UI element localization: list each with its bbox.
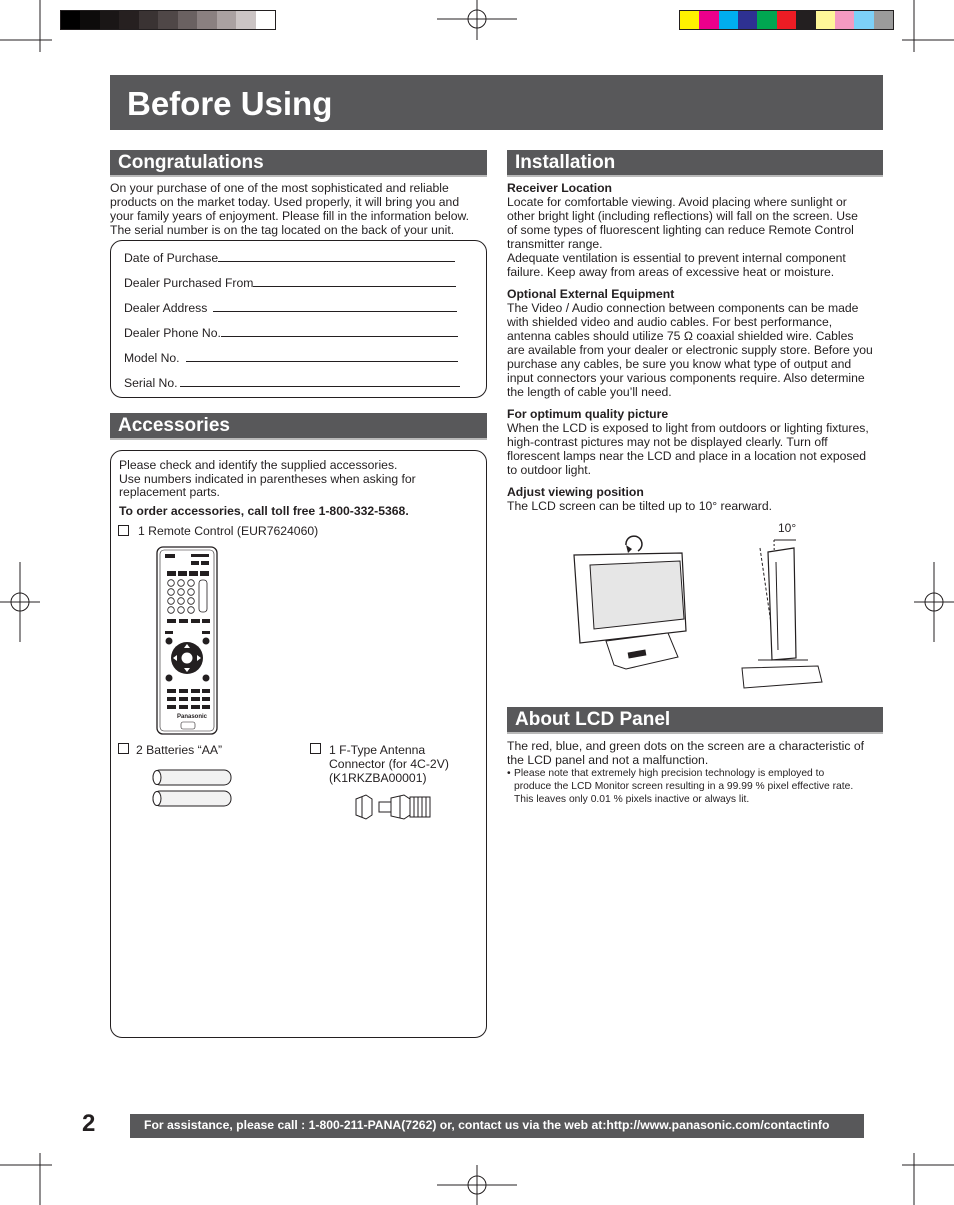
text-line: transmitter range. (507, 237, 603, 251)
batteries-label: 2 Batteries “AA” (136, 743, 223, 757)
remote-brand-label: Panasonic (177, 714, 208, 720)
text-line: The LCD screen can be tilted up to 10° rearward. (507, 499, 773, 513)
grayscale-swatch (100, 11, 119, 29)
lcd-panel-text (507, 739, 887, 767)
grayscale-swatch (80, 11, 99, 29)
title-bar (110, 75, 883, 130)
text-line: The red, blue, and green dots on the screen are a characteristic of (507, 739, 865, 753)
text-line: The serial number is on the tag located on the back of your unit. (110, 223, 455, 237)
field-line (221, 326, 458, 337)
field-line (180, 376, 460, 387)
order-accessories-note: To order accessories, call toll free 1-800-332-5368. (119, 504, 409, 518)
text-line: Please note that extremely high precision technology is employed to (514, 768, 825, 779)
process-swatch (835, 11, 854, 29)
accessories-heading: Accessories (118, 415, 230, 436)
text-line: On your purchase of one of the most sophisticated and reliable (110, 181, 449, 195)
congratulations-header (110, 150, 487, 177)
grayscale-swatch (158, 11, 177, 29)
field-label: Model No. (124, 351, 180, 365)
text-line: This leaves only 0.01 % pixels inactive or always lit. (514, 794, 750, 805)
date-of-purchase-field[interactable] (124, 251, 455, 265)
remote-control-image (155, 546, 220, 736)
field-line (213, 301, 457, 312)
installation-text (507, 181, 887, 513)
serial-no-field[interactable] (124, 376, 460, 390)
text-line: failure. Keep away from areas of excessive heat or moisture. (507, 265, 835, 279)
text-line: produce the LCD Monitor screen resulting in a 99.99 % pixel effective rate. (514, 781, 854, 792)
batteries-checkbox[interactable] (118, 743, 129, 754)
congratulations-text (110, 181, 490, 237)
text-line: purchase any cables, be sure you know what type of output and (507, 357, 852, 371)
process-swatch (680, 11, 699, 29)
grayscale-swatch (256, 11, 275, 29)
grayscale-swatch (236, 11, 255, 29)
lcd-tilt-front-image (570, 535, 690, 675)
remote-control-checkbox[interactable] (118, 525, 129, 536)
tilt-angle-label: 10° (778, 521, 797, 535)
text-line: products on the market today. Used properly, it will bring you and (110, 195, 460, 209)
text-line: the length of cable you’ll need. (507, 385, 672, 399)
model-no-field[interactable] (124, 351, 458, 365)
field-line (186, 351, 458, 362)
field-line (218, 251, 455, 262)
batteries-image (148, 768, 234, 810)
grayscale-swatch (217, 11, 236, 29)
process-swatch (777, 11, 796, 29)
grayscale-color-bar (60, 10, 276, 30)
assistance-text: For assistance, please call : 1-800-211-PANA(7262) or, contact us via the web at:http://www.panasonic.com/contactinfo (144, 1118, 830, 1132)
congratulations-heading: Congratulations (118, 152, 264, 173)
text-line: Please check and identify the supplied accessories. (119, 458, 398, 472)
remote-control-label: 1 Remote Control (EUR7624060) (138, 524, 319, 538)
antenna-connector-label (329, 743, 449, 785)
accessories-header (110, 413, 487, 440)
field-label: Serial No. (124, 376, 178, 390)
text-line: Adequate ventilation is essential to prevent internal component (507, 251, 846, 265)
optional-equipment-title: Optional External Equipment (507, 287, 675, 301)
page-number: 2 (82, 1110, 96, 1137)
text-line: input connectors your various components require. Also determine (507, 371, 865, 385)
process-swatch (719, 11, 738, 29)
text-line: of some types of fluorescent lighting can reduce Remote Control (507, 223, 854, 237)
text-line: the LCD panel and not a malfunction. (507, 753, 709, 767)
text-line: florescent lamps near the LCD and place in a location not exposed (507, 449, 867, 463)
text-line: (K1RKZBA00001) (329, 771, 427, 785)
dealer-purchased-from-field[interactable] (124, 276, 456, 290)
text-line: with shielded video and audio cables. For best performance, (507, 315, 833, 329)
lcd-panel-note (507, 767, 897, 806)
text-line: antenna cables should utilize 75 Ω coaxial shielded wire. Cables (507, 329, 854, 343)
process-swatch (757, 11, 776, 29)
optimum-quality-title: For optimum quality picture (507, 407, 669, 421)
process-swatch (699, 11, 718, 29)
text-line: your family years of enjoyment. Please fill in the information below. (110, 209, 470, 223)
text-line: Connector (for 4C-2V) (329, 757, 449, 771)
accessories-intro (119, 459, 479, 500)
process-swatch (816, 11, 835, 29)
bullet: • (507, 768, 511, 779)
process-swatch (796, 11, 815, 29)
grayscale-swatch (61, 11, 80, 29)
field-label: Dealer Address (124, 301, 208, 315)
lcd-panel-heading: About LCD Panel (515, 709, 671, 730)
installation-header (507, 150, 883, 177)
grayscale-swatch (139, 11, 158, 29)
field-label: Dealer Purchased From (124, 276, 254, 290)
process-swatch (738, 11, 757, 29)
adjust-viewing-title: Adjust viewing position (507, 485, 644, 499)
text-line: 1 F-Type Antenna (329, 743, 426, 757)
lcd-tilt-side-image (738, 518, 828, 690)
lcd-panel-header (507, 707, 883, 734)
dealer-phone-field[interactable] (124, 326, 458, 340)
text-line: high-contrast pictures may not be displayed clearly. Turn off (507, 435, 828, 449)
grayscale-swatch (178, 11, 197, 29)
text-line: to outdoor light. (507, 463, 592, 477)
dealer-address-field[interactable] (124, 301, 457, 315)
process-swatch (854, 11, 873, 29)
text-line: are available from your dealer or electronic supply store. Before you (507, 343, 873, 357)
grayscale-swatch (119, 11, 138, 29)
text-line: other bright light (including reflections) will fall on the screen. Use (507, 209, 858, 223)
installation-heading: Installation (515, 152, 616, 173)
antenna-connector-image (352, 793, 434, 821)
field-line (253, 276, 456, 287)
text-line: Locate for comfortable viewing. Avoid placing where sunlight or (507, 195, 847, 209)
page-title: Before Using (127, 85, 333, 122)
process-swatch (874, 11, 893, 29)
text-line: Use numbers indicated in parentheses when asking for (119, 471, 416, 486)
text-line: When the LCD is exposed to light from outdoors or lighting fixtures, (507, 421, 869, 435)
field-label: Date of Purchase (124, 251, 219, 265)
text-line: replacement parts. (119, 485, 220, 499)
text-line: The Video / Audio connection between components can be made (507, 301, 859, 315)
antenna-connector-checkbox[interactable] (310, 743, 321, 754)
footer-bar (130, 1114, 864, 1138)
grayscale-swatch (197, 11, 216, 29)
process-color-bar (679, 10, 894, 30)
receiver-location-title: Receiver Location (507, 181, 612, 195)
field-label: Dealer Phone No. (124, 326, 221, 340)
